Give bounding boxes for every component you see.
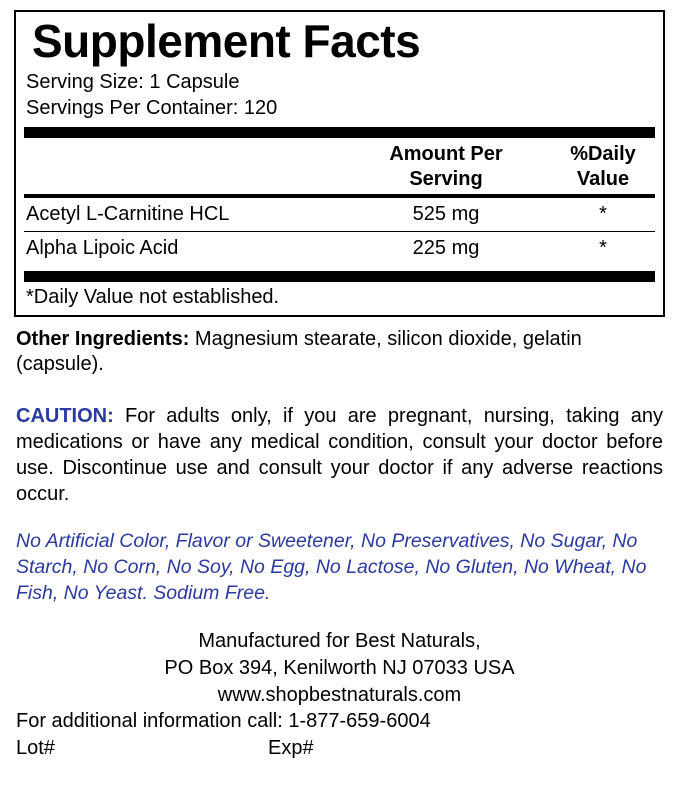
table-row bbox=[24, 198, 655, 231]
servings-per-container-line: Servings Per Container: 120 bbox=[26, 96, 278, 119]
ingredient-name: Alpha Lipoic Acid bbox=[26, 237, 179, 260]
ingredient-daily-value: * bbox=[599, 237, 607, 260]
manufacturer-name: Manufactured for Best Naturals, bbox=[198, 630, 481, 653]
table-header-row bbox=[24, 138, 655, 194]
manufacturer-address: PO Box 394, Kenilworth NJ 07033 USA bbox=[164, 656, 515, 679]
manufacturer-block bbox=[14, 628, 665, 708]
lot-number-label: Lot# bbox=[16, 737, 55, 760]
other-ingredients-text: Magnesium stearate, silicon dioxide, gelatin (capsule). bbox=[16, 328, 582, 376]
caution-label: CAUTION: bbox=[16, 405, 114, 428]
page-title: Supplement Facts bbox=[32, 15, 421, 67]
column-header-amount-line1: Amount Per bbox=[389, 143, 503, 166]
table-row bbox=[24, 232, 655, 265]
column-header-dv-line1: %Daily bbox=[570, 143, 636, 166]
supplement-facts-panel bbox=[14, 10, 665, 317]
expiration-label: Exp# bbox=[268, 737, 314, 760]
ingredient-daily-value: * bbox=[599, 203, 607, 226]
free-from-claims: No Artificial Color, Flavor or Sweetener, No Preservatives, No Sugar, No Starch, No Corn, No Soy, No Egg, No Lactose, No Gluten, No Wheat, No Fish, No Yeast. Sodium Free. bbox=[16, 530, 647, 604]
lot-exp-row bbox=[16, 737, 665, 760]
divider-thick-top bbox=[24, 127, 655, 138]
column-header-amount bbox=[341, 142, 551, 192]
ingredient-amount: 525 mg bbox=[412, 203, 480, 226]
column-header-daily-value bbox=[551, 142, 655, 192]
daily-value-footnote: *Daily Value not established. bbox=[26, 286, 280, 309]
divider-thick-bottom bbox=[24, 271, 655, 282]
ingredient-name: Acetyl L-Carnitine HCL bbox=[26, 203, 230, 226]
other-ingredients-label: Other Ingredients: bbox=[16, 328, 190, 351]
manufacturer-website[interactable]: www.shopbestnaturals.com bbox=[217, 683, 462, 706]
other-ingredients bbox=[14, 327, 665, 377]
caution-statement bbox=[14, 403, 665, 507]
serving-size-line: Serving Size: 1 Capsule bbox=[26, 71, 240, 93]
additional-info-phone: For additional information call: 1-877-659-6004 bbox=[16, 710, 431, 733]
caution-text: For adults only, if you are pregnant, nursing, taking any medications or have any medical condition, consult your doctor before use. Discontinue use and consult your doctor if any adverse reactions occur. bbox=[16, 405, 663, 506]
ingredient-amount: 225 mg bbox=[412, 237, 480, 260]
column-header-dv-line2: Value bbox=[576, 168, 630, 191]
column-header-amount-line2: Serving bbox=[409, 168, 483, 191]
